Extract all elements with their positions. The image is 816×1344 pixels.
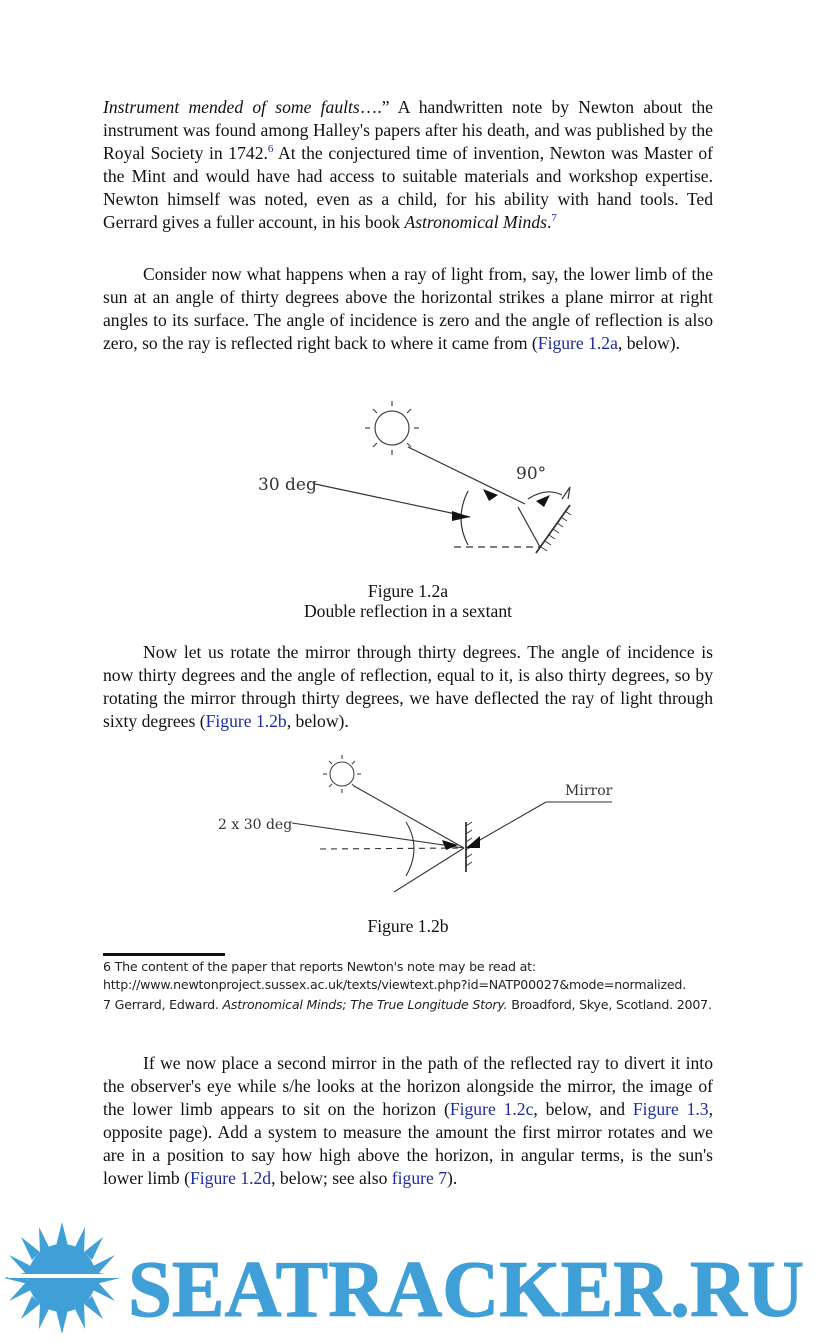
label-30-deg: 30 deg (258, 475, 317, 495)
footnote-7-author: Gerrard, Edward. (114, 997, 219, 1012)
figure-1-2a-title: Figure 1.2a (367, 581, 449, 601)
sun-ray-line (354, 786, 464, 848)
paragraph-4-part-4: , below; see also (271, 1168, 392, 1188)
paragraph-2-end: , below). (617, 333, 680, 353)
paragraph-4 (103, 1052, 713, 1190)
figure-1-2b-caption (103, 916, 713, 936)
link-figure-1-3[interactable]: Figure 1.3 (632, 1099, 709, 1119)
arrowhead-reflected (483, 489, 498, 501)
watermark (0, 1218, 816, 1344)
label-mirror: Mirror (565, 783, 613, 799)
paragraph-1-end: . (547, 212, 552, 232)
angle-arc (406, 822, 414, 876)
link-figure-1-2b[interactable]: Figure 1.2b (205, 711, 287, 731)
link-figure-1-2d[interactable]: Figure 1.2d (189, 1168, 272, 1188)
footnote-7-number: 7 (103, 997, 111, 1012)
paragraph-3-end: , below). (286, 711, 349, 731)
paragraph-1-body: At the conjectured time of invention, Newton was Master of the Mint and would have had access to suitable materials and workshop expertise. Newton himself was noted, even as a child, for his ability with hand tools. Ted Gerrard gives a fuller account, in his book (103, 143, 713, 232)
footnote-6-url[interactable]: http://www.newtonproject.sussex.ac.uk/texts/viewtext.php?id=NATP00027&mode=normalized. (103, 977, 687, 992)
arrowhead-mirror (466, 836, 480, 848)
mirror-normal-line (518, 507, 540, 547)
link-figure-7[interactable]: figure 7 (391, 1168, 448, 1188)
sun-icon (365, 401, 419, 455)
label-2x30-deg: 2 x 30 deg (218, 817, 293, 833)
paragraph-2 (103, 263, 713, 355)
right-angle-tick (562, 487, 570, 499)
paragraph-4-part-1: If we now place a second mirror in the path of the reflected ray to divert it into the observer's eye while s/he looks at the horizon alongside the mirror, the image of the lower limb appears to sit on the horizon ( (103, 1053, 713, 1119)
footnote-ref-6[interactable]: 6 (267, 143, 274, 155)
incident-ray-line (292, 823, 464, 848)
paragraph-4-part-5: ). (447, 1168, 458, 1188)
figure-1-2a-subtitle: Double reflection in a sextant (303, 601, 513, 621)
book-title: Astronomical Minds (404, 212, 547, 232)
footnote-6-number: 6 (103, 959, 111, 974)
arrowhead-right-angle (536, 495, 550, 507)
paragraph-1 (103, 96, 713, 234)
footnote-7-title: Astronomical Minds; The True Longitude Story. (222, 997, 508, 1012)
figure-1-2b-title: Figure 1.2b (367, 916, 449, 936)
reflected-ray-line (394, 848, 464, 892)
footnote-divider (103, 953, 225, 956)
figure-1-2a-caption (103, 581, 713, 621)
paragraph-4-part-2: , below, and (533, 1099, 633, 1119)
footnote-6-text: The content of the paper that reports Newton's note may be read at: (114, 959, 536, 974)
horizon-band (8, 1274, 118, 1278)
footnote-6 (103, 958, 713, 994)
watermark-text: SEATRACKER.RU (128, 1246, 804, 1334)
figure-1-2b-diagram (210, 752, 620, 897)
incident-ray-line (315, 484, 470, 517)
footnote-ref-7[interactable]: 7 (551, 212, 557, 224)
label-90-degrees: 90° (516, 464, 547, 484)
link-figure-1-2a[interactable]: Figure 1.2a (537, 333, 618, 353)
footnote-7-rest: Broadford, Skye, Scotland. 2007. (511, 997, 712, 1012)
footnotes (103, 958, 713, 1016)
italic-lead: Instrument mended of some faults (103, 97, 360, 117)
horizon-dashed-line (320, 848, 464, 849)
footnote-7 (103, 996, 713, 1014)
paragraph-3-body: Now let us rotate the mirror through thirty degrees. The angle of incidence is now thirty degrees and the angle of reflection, equal to it, is also thirty degrees, so by rotating the mirror through thirty degrees, we have deflected the ray of light through sixty degrees ( (103, 642, 713, 731)
mirror-hatching (541, 511, 571, 551)
paragraph-2-body: Consider now what happens when a ray of light from, say, the lower limb of the sun at an angle of thirty degrees above the horizontal strikes a plane mirror at right angles to its surface. The angle of incidence is zero and the angle of reflection is also zero, so the ray is reflected right back to where it came from ( (103, 264, 713, 353)
paragraph-1-lead: ….” A handwritten note by Newton about the instrument was found among Halley's papers after his death, and was published by the Royal Society in 1742. (103, 97, 713, 163)
figure-1-2a-diagram (240, 395, 590, 565)
link-figure-1-2c[interactable]: Figure 1.2c (449, 1099, 534, 1119)
paragraph-4-part-3: , opposite page). Add a system to measure the amount the first mirror rotates and we are in a position to say how high above the horizon, in angular terms, is the sun's lower limb ( (103, 1099, 714, 1188)
paragraph-3 (103, 641, 713, 733)
